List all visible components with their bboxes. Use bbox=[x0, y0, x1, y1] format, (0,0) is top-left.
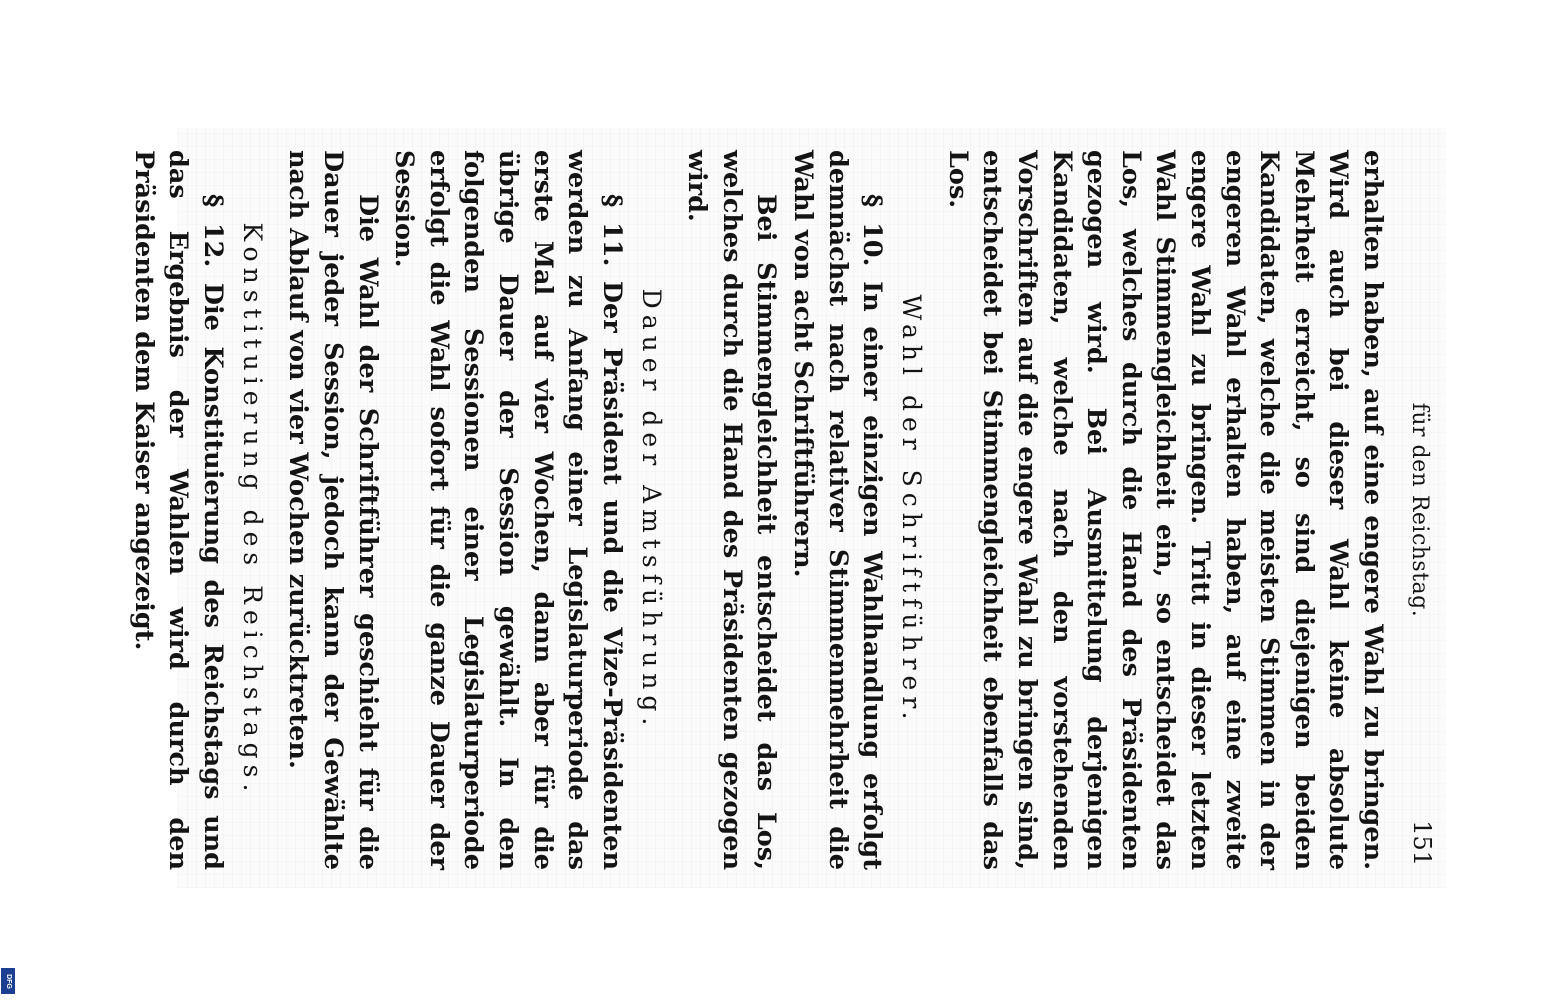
section-heading-amtsfuehrung: Dauer der Amtsführung. bbox=[636, 288, 666, 732]
section-heading-konstituierung: Konstituierung des Reichstags. bbox=[237, 222, 267, 798]
running-head bbox=[1394, 150, 1440, 870]
section-heading-schriftfuehrer: Wahl der Schriftführer. bbox=[897, 294, 927, 726]
paragraph-section-11: § 11. Der Präsident und die Vize-Präsidenten werden zu Anfang einer Legislaturperiode das erste Mal auf vier Wochen, dann aber für die übrige Dauer der Session gewählt. In den folgenden Sessionen einer Legislaturperiode erfolgt die Wahl sofort für die ganze Dauer der Session. bbox=[389, 150, 627, 870]
paragraph-continuation: erhalten haben, auf eine engere Wahl zu bringen. Wird auch bei dieser Wahl keine absolute Mehrheit erreicht, so sind diejenigen beiden Kandidaten, welche die meisten Stimmen in der engeren Wahl erhalten haben, auf eine zweite engere Wahl zu bringen. Tritt in dieser letzten Wahl Stimmengleichheit ein, so entscheidet das Los, welches durch die Hand des Präsidenten gezogen wird. Bei Ausmittelung derjenigen Kandidaten, welche nach den vorstehenden Vorschriften auf die engere Wahl zu bringen sind, entscheidet bei Stimmengleichheit ebenfalls das Los. bbox=[942, 150, 1388, 870]
paragraph-section-12: § 12. Die Konstituierung des Reichstags und das Ergebnis der Wahlen wird durch den Präsidenten dem Kaiser angezeigt. bbox=[128, 150, 228, 870]
page-number: 151 bbox=[1408, 820, 1436, 866]
running-head-title: für den Reichstag. bbox=[1407, 402, 1432, 618]
paragraph-stimmengleichheit: Bei Stimmengleichheit entscheidet das Los, welches durch die Hand des Präsidenten gezogen wird. bbox=[682, 150, 782, 870]
paragraph-schriftfuehrer-wahl: Die Wahl der Schriftführer geschieht für die Dauer jeder Session, jedoch kann der Gewählte nach Ablauf von vier Wochen zurücktreten. bbox=[283, 150, 383, 870]
paragraph-section-10: § 10. In einer einzigen Wahlhandlung erfolgt demnächst nach relativer Stimmenmehrheit die Wahl von acht Schriftführern. bbox=[788, 150, 888, 870]
dfg-logo-icon bbox=[1, 968, 15, 994]
dfg-logo-text: DFG bbox=[4, 973, 12, 989]
book-page bbox=[128, 128, 1446, 888]
